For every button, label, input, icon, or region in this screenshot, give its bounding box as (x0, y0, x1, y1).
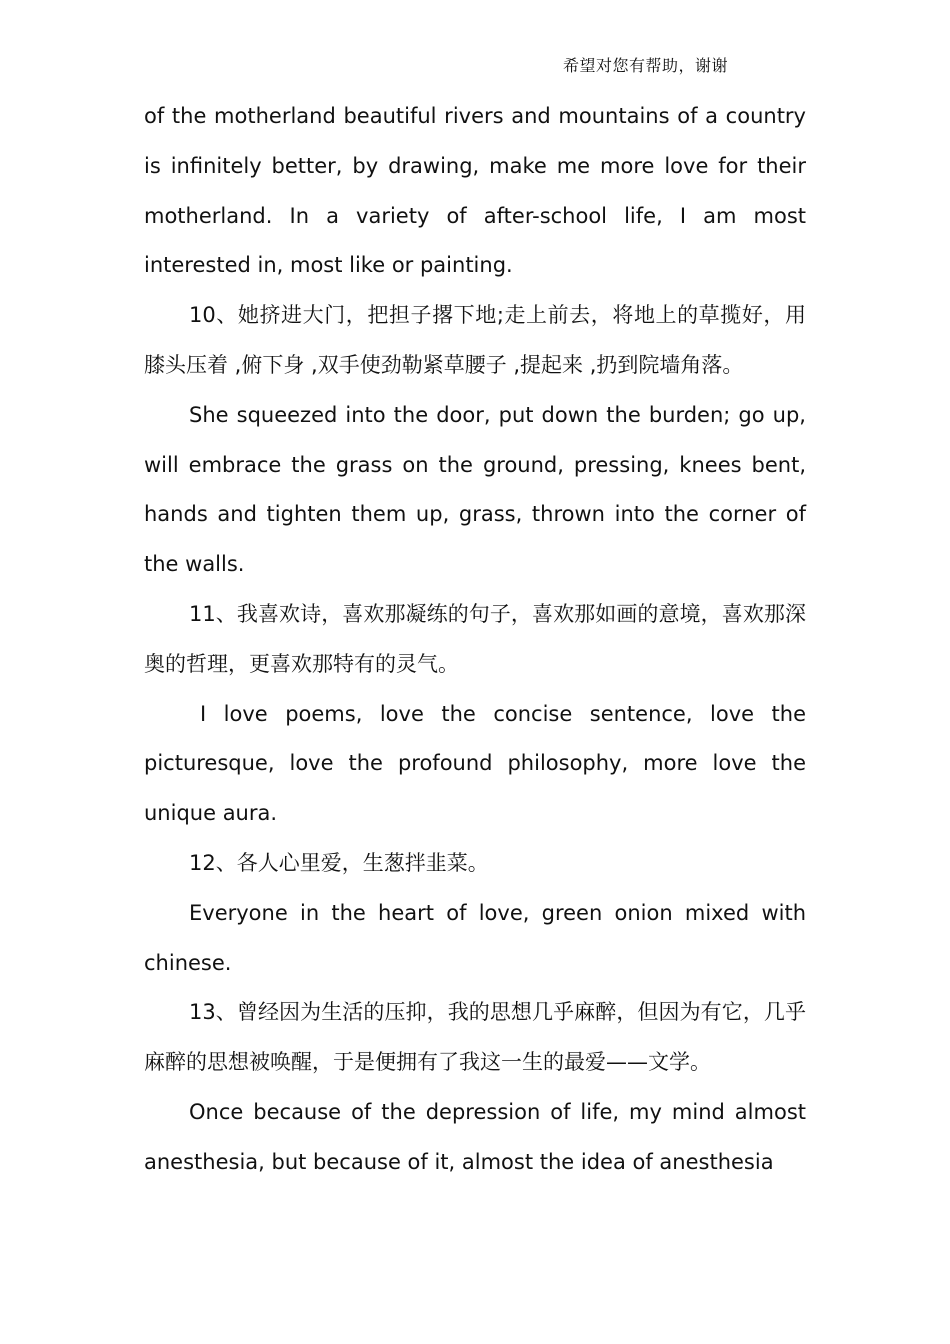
page-header-text: 希望对您有帮助，谢谢 (563, 56, 729, 75)
paragraph-11-english: I love poems, love the concise sentence, love the picturesque, love the profound philosophy, more love the unique aura. (144, 701, 806, 826)
paragraph-13-chinese: 13、曾经因为生活的压抑，我的思想几乎麻醉，但因为有它，几乎麻醉的思想被唤醒，于是便拥有了我这一生的最爱——文学。 (144, 1000, 806, 1075)
paragraph-continuation: of the motherland beautiful rivers and mountains of a country is infinitely better, by drawing, make me more love for their motherland. In a variety of after-school life, I am most interested in, most like or painting. (144, 104, 806, 278)
paragraph-11-chinese: 11、我喜欢诗，喜欢那凝练的句子，喜欢那如画的意境，喜欢那深奥的哲理，更喜欢那特有的灵气。 (144, 601, 806, 676)
paragraph-10-english: She squeezed into the door, put down the burden; go up, will embrace the grass on the ground, pressing, knees bent, hands and tighten them up, grass, thrown into the corner of the walls. (144, 402, 806, 577)
paragraph-13-english: Once because of the depression of life, my mind almost anesthesia, but because of it, almost the idea of anesthesia (144, 1099, 806, 1174)
paragraph-12-chinese: 12、各人心里爱，生葱拌韭菜。 (189, 850, 489, 875)
document-body (144, 92, 806, 1188)
paragraph-12-english: Everyone in the heart of love, green onion mixed with chinese. (144, 900, 806, 975)
paragraph-10-chinese: 10、她挤进大门，把担子撂下地;走上前去，将地上的草揽好，用膝头压着 ,俯下身 ,双手使劲勒紧草腰子 ,提起来 ,扔到院墙角落。 (144, 303, 806, 377)
